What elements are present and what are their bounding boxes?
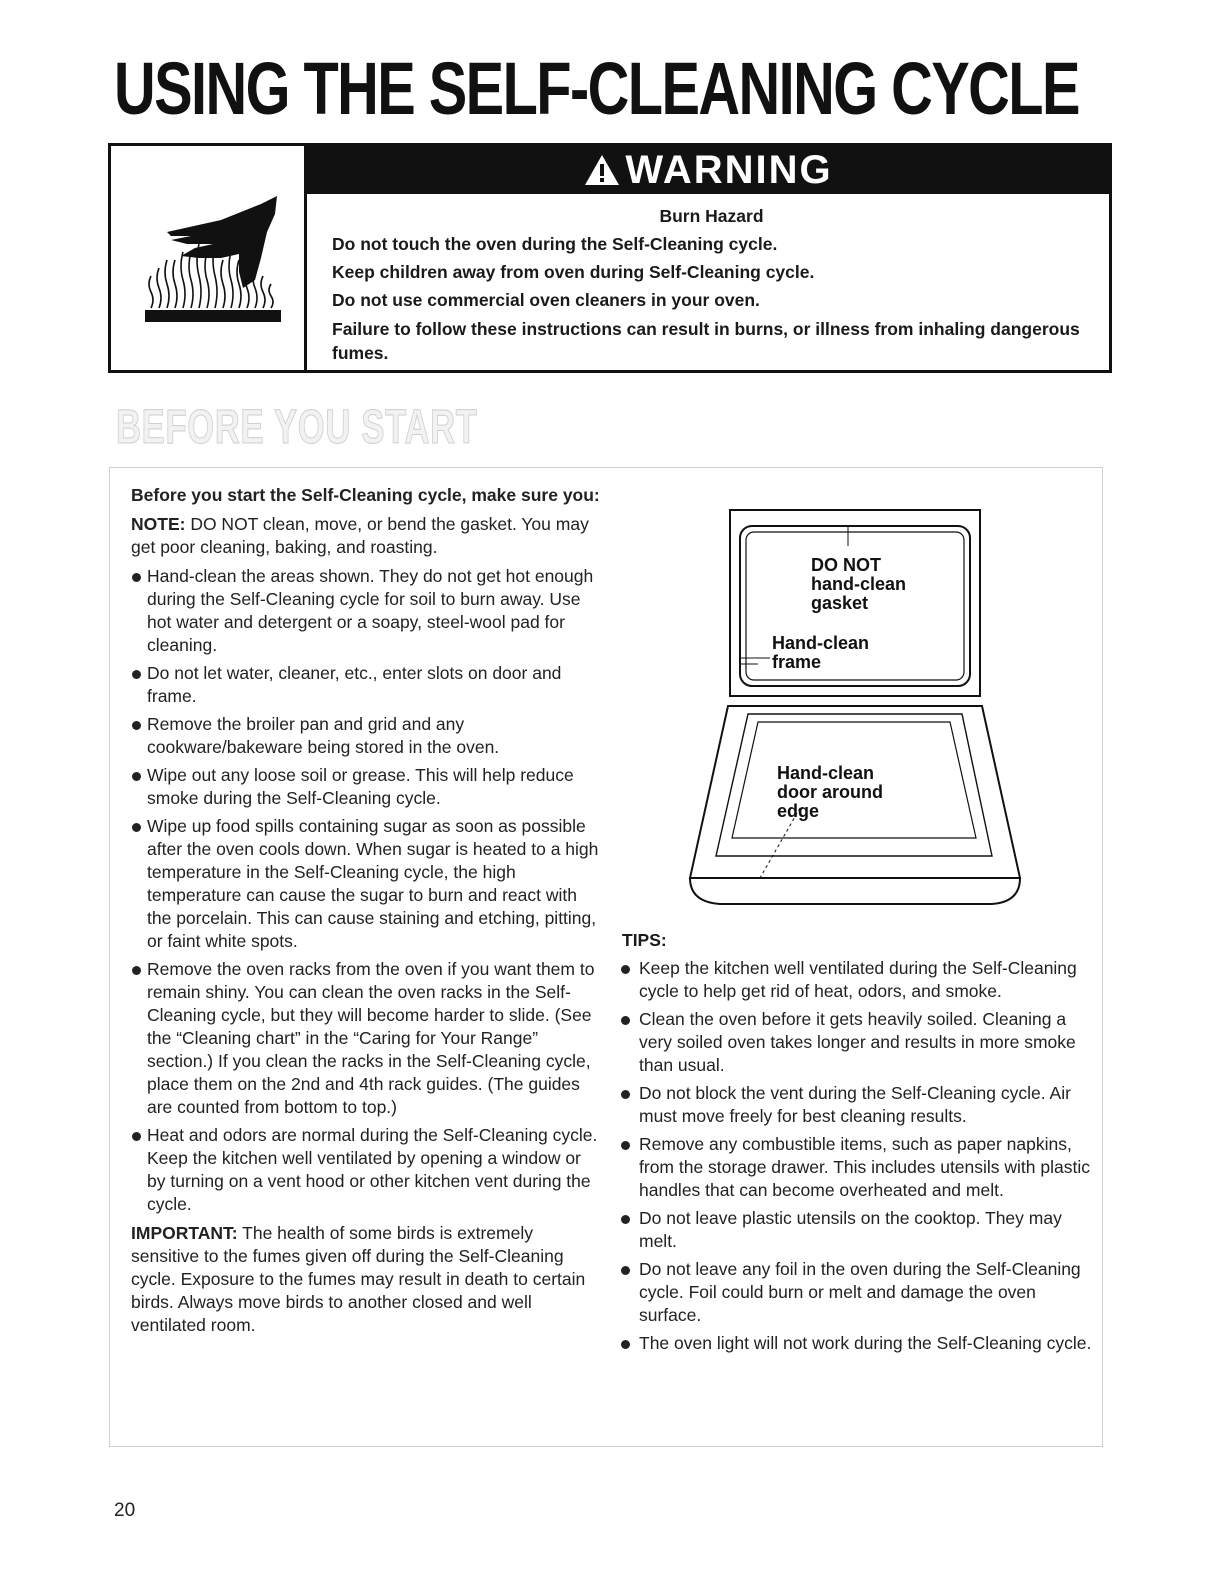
warning-failure-text: Failure to follow these instructions can result in burns, or illness from inhaling dangerous fumes. bbox=[332, 319, 1080, 363]
diagram-label-door-3: edge bbox=[777, 801, 820, 821]
list-item: Heat and odors are normal during the Self-Cleaning cycle. Keep the kitchen well ventilated by opening a window or by turning on a vent hood or other kitchen vent during the cycle. bbox=[131, 1124, 601, 1216]
list-item: The oven light will not work during the Self-Cleaning cycle. bbox=[620, 1332, 1095, 1355]
warning-triangle-icon bbox=[583, 153, 621, 187]
important-paragraph bbox=[131, 1222, 601, 1337]
oven-cleaning-diagram bbox=[680, 508, 1030, 912]
list-item: Do not leave any foil in the oven during the Self-Cleaning cycle. Foil could burn or melt and damage the oven surface. bbox=[620, 1258, 1095, 1327]
list-item: Wipe up food spills containing sugar as soon as possible after the oven cools down. When sugar is heated to a high temperature in the Self-Cleaning cycle, the high temperature can cause the sugar to burn and react with the porcelain. This can cause staining and etching, pitting, or faint white spots. bbox=[131, 815, 601, 953]
before-you-start-list bbox=[131, 565, 601, 1216]
list-item: Keep the kitchen well ventilated during the Self-Cleaning cycle to help get rid of heat, odors, and smoke. bbox=[620, 957, 1095, 1003]
list-item: Do not let water, cleaner, etc., enter slots on door and frame. bbox=[131, 662, 601, 708]
tips-title: TIPS: bbox=[622, 930, 667, 950]
diagram-label-gasket-1: DO NOT bbox=[811, 555, 881, 575]
list-item: Do not block the vent during the Self-Cleaning cycle. Air must move freely for best cleaning results. bbox=[620, 1082, 1095, 1128]
diagram-label-frame-1: Hand-clean bbox=[772, 633, 870, 653]
diagram-label-gasket-3: gasket bbox=[811, 593, 869, 613]
warning-text bbox=[332, 202, 1091, 365]
list-item: Do not leave plastic utensils on the cooktop. They may melt. bbox=[620, 1207, 1095, 1253]
burn-hazard-label: Burn Hazard bbox=[659, 206, 764, 226]
list-item: Remove any combustible items, such as paper napkins, from the storage drawer. This includes utensils with plastic handles that can become overheated and melt. bbox=[620, 1133, 1095, 1202]
list-item: Wipe out any loose soil or grease. This will help reduce smoke during the Self-Cleaning cycle. bbox=[131, 764, 601, 810]
important-text: The health of some birds is extremely sensitive to the fumes given off during the Self-Cleaning cycle. Exposure to the fumes may result in death to certain birds. Always move birds to another closed and well ventilated room. bbox=[131, 1223, 586, 1335]
diagram-label-frame-2: frame bbox=[772, 652, 822, 672]
warning-header bbox=[307, 146, 1109, 194]
before-you-start-column bbox=[131, 484, 601, 1343]
hot-surface-hand-icon bbox=[111, 146, 307, 370]
tips-column bbox=[620, 957, 1095, 1361]
note-paragraph bbox=[131, 513, 601, 559]
list-item: Clean the oven before it gets heavily soiled. Cleaning a very soiled oven takes longer and results in more smoke than usual. bbox=[620, 1008, 1095, 1077]
warning-icon-cell bbox=[111, 146, 307, 370]
list-item: Remove the oven racks from the oven if you want them to remain shiny. You can clean the oven racks in the Self-Cleaning cycle, but they will become harder to slide. (See the “Cleaning chart” in the “Caring for Your Range” section.) If you clean the racks in the Self-Cleaning cycle, place them on the 2nd and 4th rack guides. (The guides are counted from bottom to top.) bbox=[131, 958, 601, 1119]
note-label: NOTE: bbox=[131, 514, 186, 534]
diagram-label-gasket-2: hand-clean bbox=[811, 574, 907, 594]
important-label: IMPORTANT: bbox=[131, 1223, 238, 1243]
page-title: USING THE SELF-CLEANING CYCLE bbox=[114, 47, 1079, 130]
tips-list bbox=[620, 957, 1095, 1355]
warning-box bbox=[108, 143, 1112, 373]
page-number: 20 bbox=[114, 1500, 136, 1521]
warning-header-text: WARNING bbox=[625, 147, 833, 192]
list-item: Remove the broiler pan and grid and any cookware/bakeware being stored in the oven. bbox=[131, 713, 601, 759]
diagram-label-door-2: door around bbox=[777, 782, 883, 802]
note-text: DO NOT clean, move, or bend the gasket. You may get poor cleaning, baking, and roasting. bbox=[131, 514, 589, 557]
warning-line: Do not use commercial oven cleaners in your oven. bbox=[332, 290, 760, 310]
before-you-start-lead: Before you start the Self-Cleaning cycle, make sure you: bbox=[131, 485, 600, 505]
warning-line: Keep children away from oven during Self-Cleaning cycle. bbox=[332, 262, 815, 282]
warning-line: Do not touch the oven during the Self-Cleaning cycle. bbox=[332, 234, 778, 254]
diagram-label-door-1: Hand-clean bbox=[777, 763, 875, 783]
section-heading-before-you-start: BEFORE YOU START bbox=[116, 401, 478, 454]
list-item: Hand-clean the areas shown. They do not get hot enough during the Self-Cleaning cycle for soil to burn away. Use hot water and detergent or a soapy, steel-wool pad for cleaning. bbox=[131, 565, 601, 657]
